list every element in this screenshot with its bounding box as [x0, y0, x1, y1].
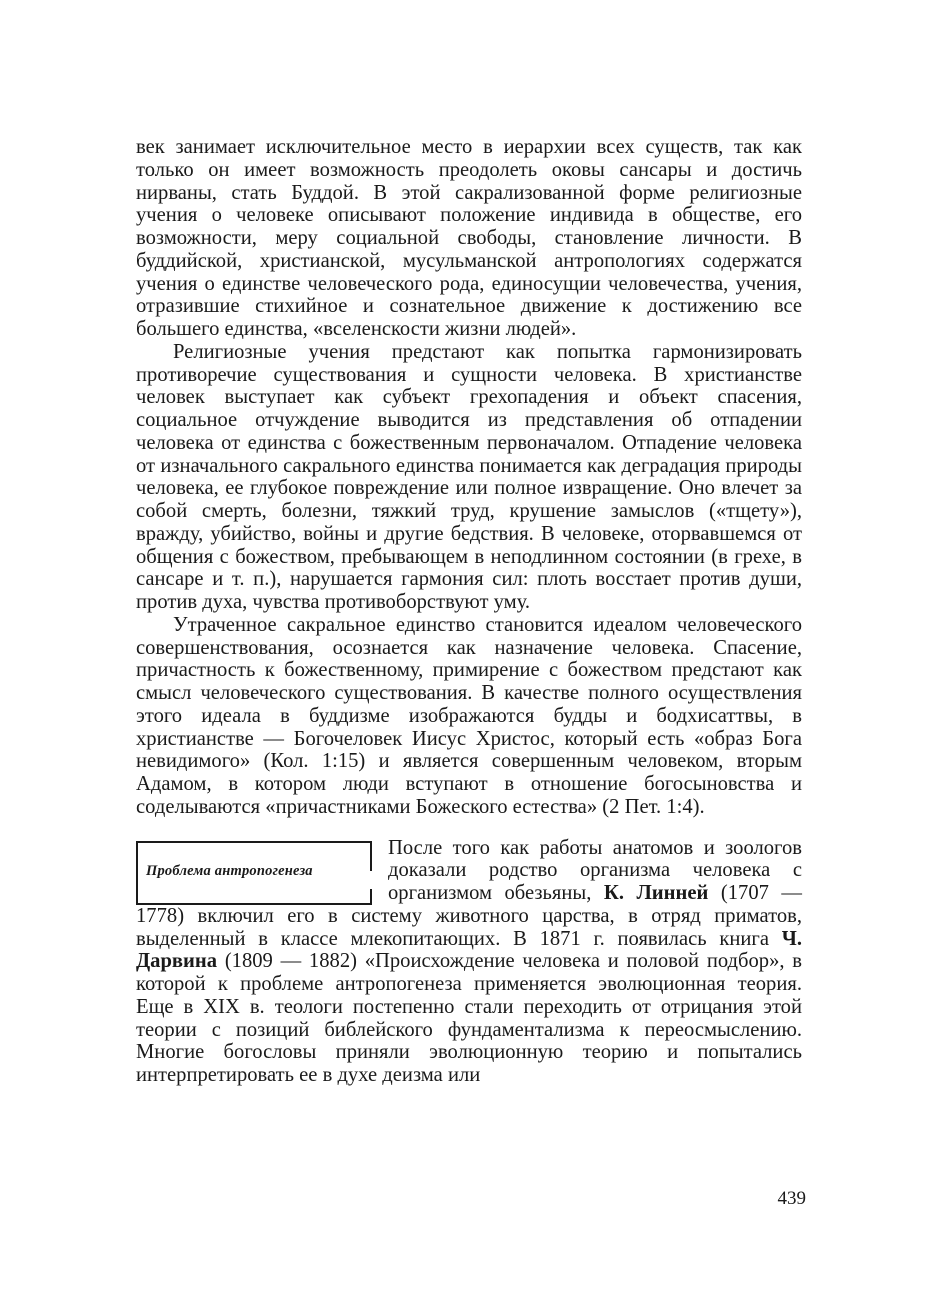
paragraph: Религиозные учения предстают как попытка гармонизировать противоречие существования и сущности человека. В христианстве человек выступает как субъект грехопадения и объект спасения, социальное отчуждение выводится из представления об отпадении человека от единства с божественным первоначалом. Отпадение человека от изначального сакрального единства понимается как деградация природы человека, ее глубокое повреждение или полное извращение. Оно влечет за собой смерть, болезни, тяжкий труд, крушение замыслов («тщету»), вражду, убийство, войны и другие бедствия. В человеке, оторвавшемся от общения с божеством, пребывающем в неподлинном состоянии (в грехе, в сансаре и т. п.), нарушается гармония сил: плоть восстает против души, против духа, чувства противоборствуют уму. — [136, 340, 802, 613]
page-number: 439 — [777, 1188, 806, 1209]
page-body — [136, 136, 802, 1087]
text-run: (1707 — 1778) включил его в систему животного царства, в отряд приматов, выделенный в классе млекопитающих. В 1871 г. появилась книга — [136, 882, 802, 950]
person-name: Ч. Дарвина — [136, 927, 802, 973]
sidebar-heading: Проблема антропогенеза — [146, 862, 313, 879]
sidebar-heading-box — [136, 841, 372, 903]
text-run: (1809 — 1882) «Происхождение человека и половой подбор», в которой к проблеме антропогенеза применяется эволюционная теория. Еще в XIX в. теологи постепенно стали переходить от отрицания этой теории с позиций библейского фундаментализма к переосмыслению. Многие богословы приняли эволюционную теорию и попытались интерпретировать ее в духе деизма или — [136, 950, 802, 1086]
section-anthropogenesis — [136, 837, 802, 1087]
person-name: К. Линней — [603, 882, 709, 904]
text-run: После того как работы анатомов и зоологов доказали родство организма человека с организмом обезьяны, — [388, 836, 802, 904]
paragraph: Утраченное сакральное единство становится идеалом человеческого совершенствования, осознается как назначение человека. Спасение, причастность к божественному, примирение с божеством предстают как смысл человеческого существования. В качестве полного осуществления этого идеала в буддизме изображаются будды и бодхисаттвы, в христианстве — Богочеловек Иисус Христос, который есть «образ Бога невидимого» (Кол. 1:15) и является совершенным человеком, вторым Адамом, в котором люди вступают в отношение богосыновства и соделываются «причастниками Божеского естества» (2 Пет. 1:4). — [136, 613, 802, 818]
paragraph: век занимает исключительное место в иерархии всех существ, так как только он имеет возможность преодолеть оковы сансары и достичь нирваны, стать Буддой. В этой сакрализованной форме религиозные учения о человеке описывают положение индивида в обществе, его возможности, меру социальной свободы, становление личности. В буддийской, христианской, мусульманской антропологиях содержатся учения о единстве человеческого рода, единосущии человечества, учения, отразившие стихийное и сознательное движение к достижению все большего единства, «вселенскости жизни людей». — [136, 136, 802, 340]
